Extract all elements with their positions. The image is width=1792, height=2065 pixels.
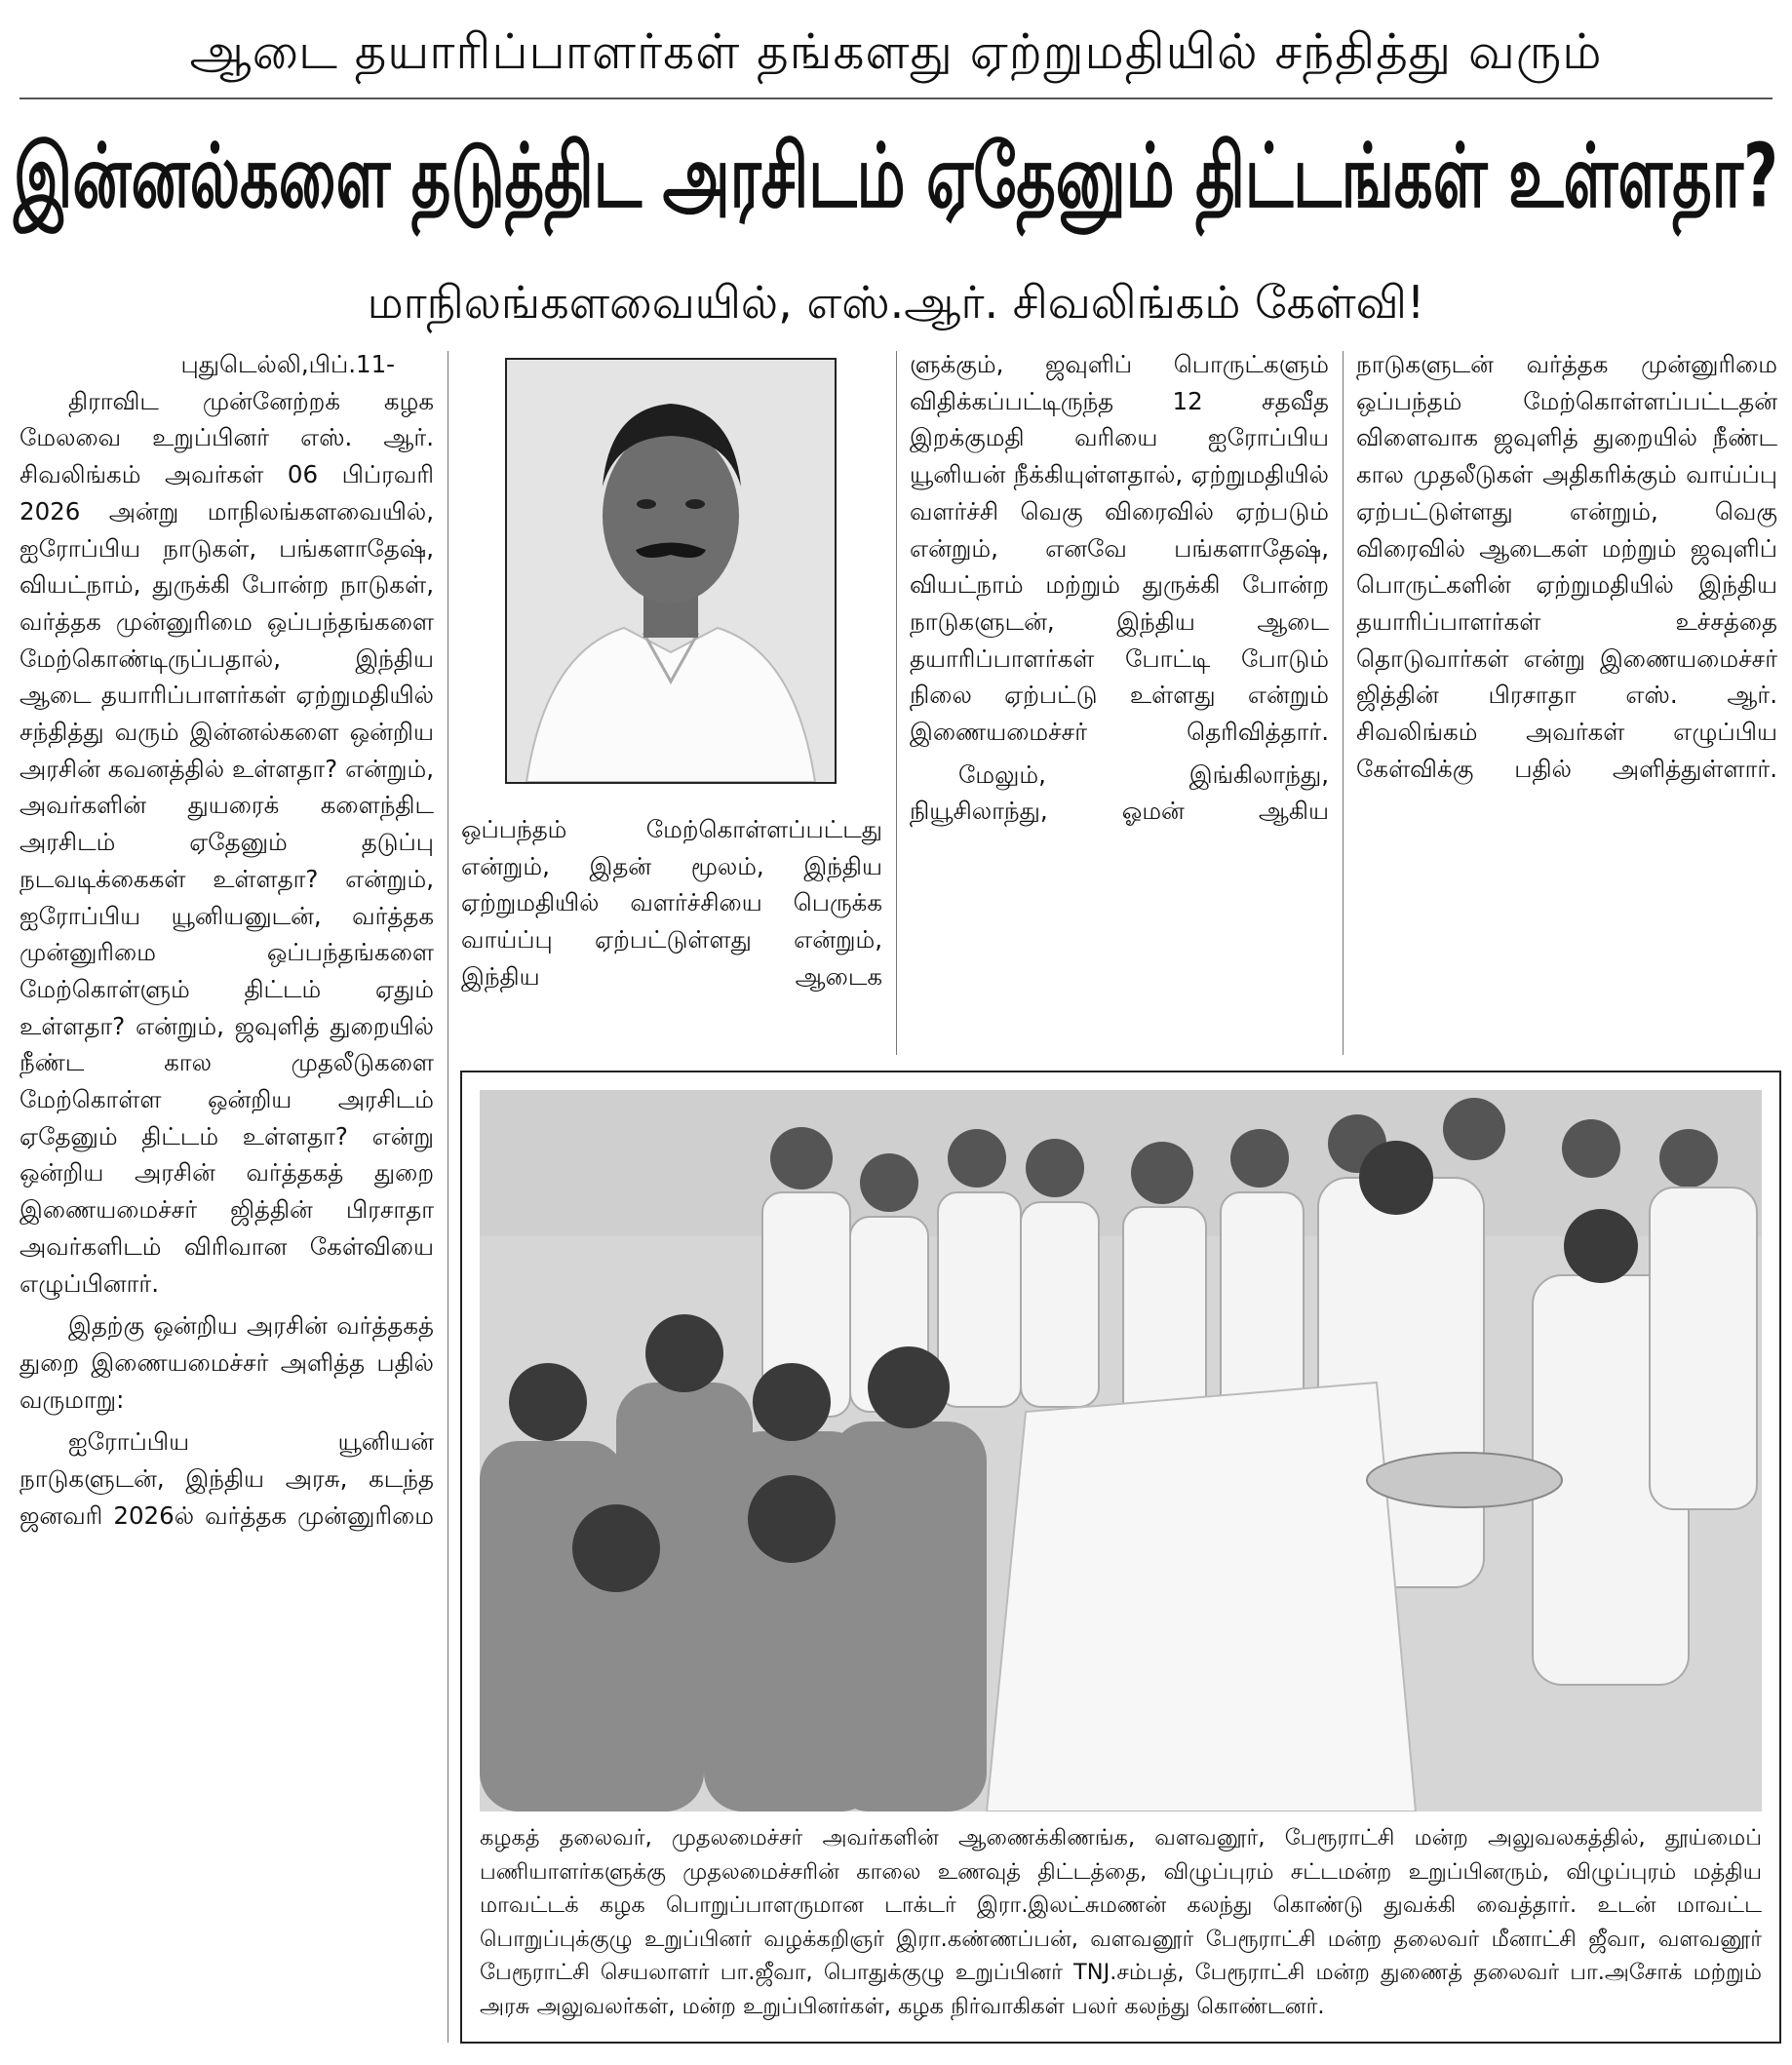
column-divider bbox=[896, 351, 897, 1055]
event-photo-illustration bbox=[480, 1090, 1762, 1812]
article-paragraph: இதற்கு ஒன்றிய அரசின் வர்த்தகத் துறை இணையமைச்சர் அளித்த பதில் வருமாறு: bbox=[19, 1311, 434, 1414]
article-column-3 bbox=[910, 346, 1329, 1055]
article-paragraph: நாடுகளுடன் வர்த்தக முன்னுரிமை ஒப்பந்தம் மேற்கொள்ளப்பட்டதன் விளைவாக ஜவுளித் துறையில் நீண்ட கால முதலீடுகள் அதிகரிக்கும் வாய்ப்பு ஏற்பட்டுள்ளது என்றும், வெகு விரைவில் ஆடைகள் மற்றும் ஜவுளிப் பொருட்களின் ஏற்றுமதியில் இந்திய தயாரிப்பாளர்கள் உச்சத்தை தொடுவார்கள் என்று இணையமைச்சர் ஜித்தின் பிரசாதா எஸ். ஆர். சிவலிங்கம் அவர்கள் எழுப்பிய கேள்விக்கு பதில் அளித்துள்ளார். bbox=[1356, 350, 1777, 783]
event-photo-box bbox=[460, 1071, 1781, 2044]
event-photo bbox=[480, 1090, 1762, 1812]
article-column-4 bbox=[1356, 346, 1777, 1055]
headline-top: ஆடை தயாரிப்பாளர்கள் தங்களது ஏற்றுமதியில் சந்தித்து வரும் bbox=[189, 23, 1603, 80]
headline-sub: மாநிலங்களவையில், எஸ்.ஆர். சிவலிங்கம் கேள்வி! bbox=[367, 276, 1425, 329]
headline-main: இன்னல்களை தடுத்திட அரசிடம் ஏதேனும் திட்டங்கள் உள்ளதா? bbox=[14, 124, 1778, 228]
article-paragraph: மேலும், இங்கிலாந்து, நியூசிலாந்து, ஓமன் ஆகிய bbox=[910, 760, 1329, 826]
portrait-photo bbox=[505, 358, 837, 784]
portrait-illustration bbox=[507, 360, 835, 782]
article-dateline: புதுடெல்லி,பிப்.11- bbox=[180, 350, 395, 378]
article-paragraph: திராவிட முன்னேற்றக் கழக மேலவை உறுப்பினர் எஸ். ஆர். சிவலிங்கம் அவர்கள் 06 பிப்ரவரி 2026 அன்று மாநிலங்களவையில், ஐரோப்பிய நாடுகள், பங்களாதேஷ், வியட்நாம், துருக்கி போன்ற நாடுகள், வர்த்தக முன்னுரிமை ஒப்பந்தங்களை மேற்கொண்டிருப்பதால், இந்திய ஆடை தயாரிப்பாளர்கள் ஏற்றுமதியில் சந்தித்து வரும் இன்னல்களை ஒன்றிய அரசின் கவனத்தில் உள்ளதா? என்றும், அவர்களின் துயரைக் களைந்திட அரசிடம் ஏதேனும் தடுப்பு நடவடிக்கைகள் உள்ளதா? என்றும், ஐரோப்பிய யூனியனுடன், வர்த்தக முன்னுரிமை ஒப்பந்தங்களை மேற்கொள்ளும் திட்டம் ஏதும் உள்ளதா? என்றும், ஜவுளித் துறையில் நீண்ட கால முதலீடுகளை மேற்கொள்ள ஒன்றிய அரசிடம் ஏதேனும் திட்டம் உள்ளதா? என்று ஒன்றிய அரசின் வர்த்தகத் துறை இணையமைச்சர் ஜித்தின் பிரசாதா அவர்களிடம் விரிவான கேள்வியை எழுப்பினார். bbox=[19, 386, 434, 1298]
article-paragraph: ஐரோப்பிய யூனியன் நாடுகளுடன், இந்திய அரசு, கடந்த ஜனவரி 2026ல் வர்த்தக முன்னுரிமை bbox=[19, 1427, 434, 1530]
article-column-1 bbox=[19, 346, 434, 2047]
photo-caption: கழகத் தலைவர், முதலமைச்சர் அவர்களின் ஆணைக்கிணங்க, வளவனூர், பேரூராட்சி மன்ற அலுவலகத்தில், தூய்மைப் பணியாளர்களுக்கு முதலமைச்சரின் காலை உணவுத் திட்டத்தை, விழுப்புரம் சட்டமன்ற உறுப்பினரும், விழுப்புரம் மத்திய மாவட்டக் கழக பொறுப்பாளருமான டாக்டர் இரா.இலட்சுமணன் கலந்து கொண்டு துவக்கி வைத்தார். உடன் மாவட்ட பொறுப்புக்குழு உறுப்பினர் வழக்கறிஞர் இரா.கண்ணப்பன், வளவனூர் பேரூராட்சி மன்ற தலைவர் மீனாட்சி ஜீவா, வளவனூர் பேரூராட்சி செயலாளர் பா.ஜீவா, பொதுக்குழு உறுப்பினர் TNJ.சம்பத், பேரூராட்சி மன்ற துணைத் தலைவர் பா.அசோக் மற்றும் அரசு அலுவலர்கள், மன்ற உறுப்பினர்கள், கழக நிர்வாகிகள் பலர் கலந்து கொண்டனர். bbox=[480, 1825, 1762, 2019]
column-divider bbox=[1343, 351, 1344, 1055]
article-column-2 bbox=[461, 811, 882, 1055]
article-paragraph: ஒப்பந்தம் மேற்கொள்ளப்பட்டது என்றும், இதன் மூலம், இந்திய ஏற்றுமதியில் வளர்ச்சியை பெருக்க வாய்ப்பு ஏற்பட்டுள்ளது என்றும், இந்திய ஆடைக bbox=[461, 815, 882, 991]
article-paragraph: ளுக்கும், ஜவுளிப் பொருட்களும் விதிக்கப்பட்டிருந்த 12 சதவீத இறக்குமதி வரியை ஐரோப்பிய யூனியன் நீக்கியுள்ளதால், ஏற்றுமதியில் வளர்ச்சி வெகு விரைவில் ஏற்படும் என்றும், எனவே பங்களாதேஷ், வியட்நாம் மற்றும் துருக்கி போன்ற நாடுகளுடன், இந்திய ஆடை தயாரிப்பாளர்கள் போட்டி போடும் நிலை ஏற்பட்டு உள்ளது என்றும் இணையமைச்சர் தெரிவித்தார். bbox=[910, 350, 1329, 747]
